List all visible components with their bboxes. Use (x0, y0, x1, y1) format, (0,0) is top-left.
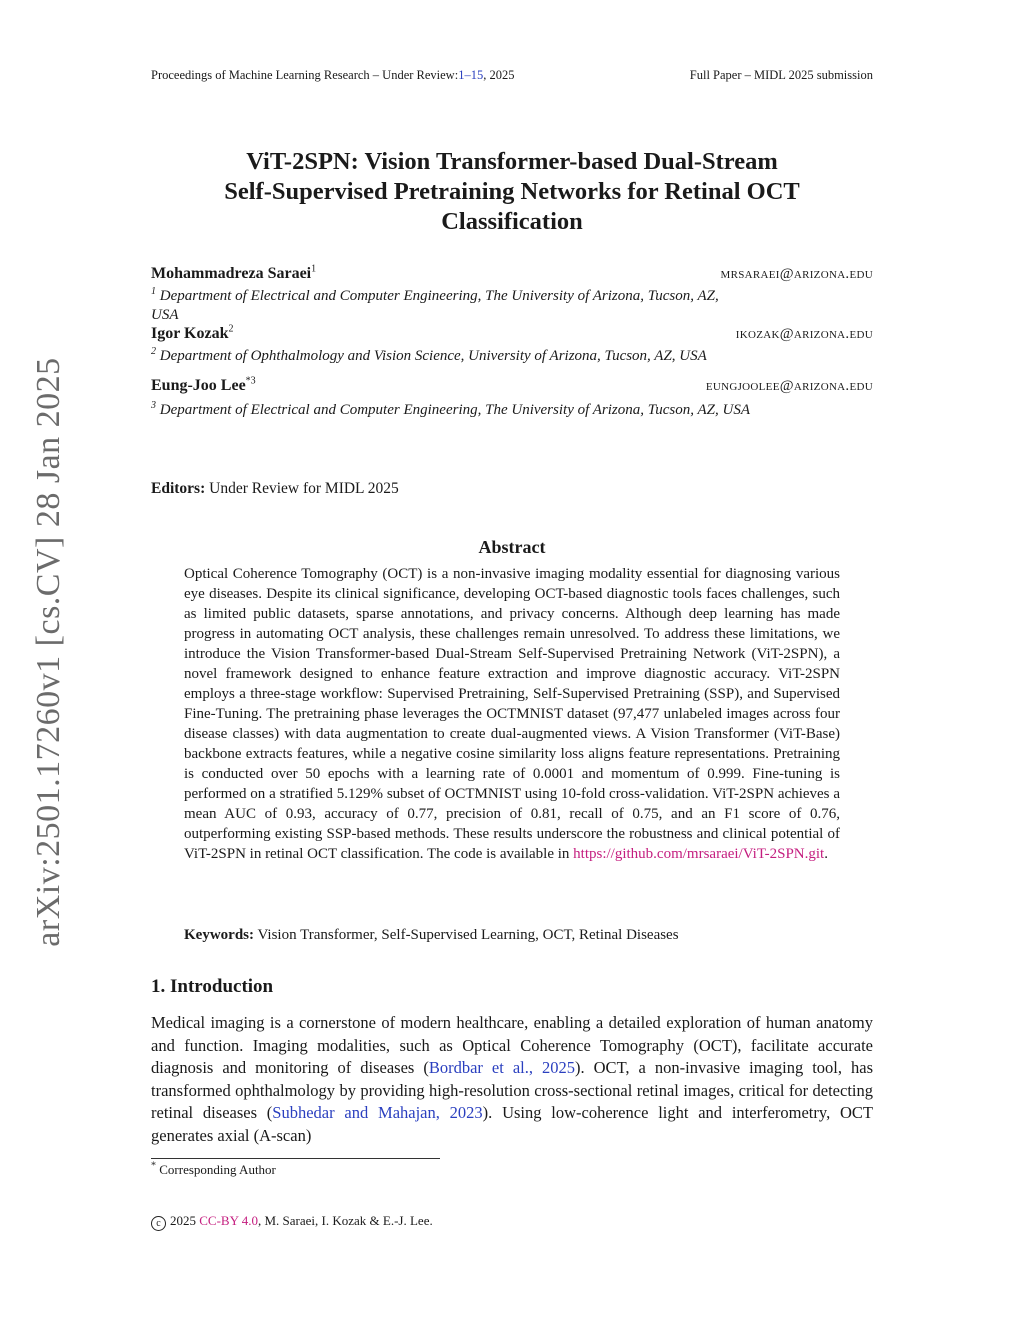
author-name: Igor Kozak (151, 325, 229, 342)
copyright-line: c 2025 CC-BY 4.0, M. Saraei, I. Kozak & E.-J. Lee. (151, 1213, 433, 1231)
code-link[interactable]: https://github.com/mrsaraei/ViT-2SPN.git (573, 846, 825, 862)
author-3: Eung-Joo Lee$^{*3}$ eungjoolee@arizona.edu (151, 375, 873, 394)
editors: Editors: Under Review for MIDL 2025 (151, 480, 399, 497)
footnote: * Corresponding Author (151, 1160, 276, 1177)
page-range-link[interactable]: 1–15 (458, 68, 484, 82)
section-heading-introduction: 1. Introduction (151, 976, 274, 997)
abstract-body: Optical Coherence Tomography (OCT) is a non-invasive imaging modality essential for diagnosing various eye diseases. Despite its clinical significance, developing OCT-based diagnostic tools faces challenges, such as limited public datasets, sparse annotations, and privacy concerns. Although deep learning has made progress in automating OCT analysis, these challenges remain unresolved. To address these limitations, we introduce the Vision Transformer-based Dual-Stream Self-Supervised Pretraining Network (ViT-2SPN), a novel framework designed to enhance feature extraction and improve diagnostic accuracy. ViT-2SPN employs a three-stage workflow: Supervised Pretraining, Self-Supervised Pretraining (SSP), and Supervised Fine-Tuning. The pretraining phase leverages the OCTMNIST dataset (97,477 unlabeled images across four disease classes) with data augmentation to create dual-augmented views. A Vision Transformer (ViT-Base) backbone extracts features, while a negative cosine similarity loss aligns feature representations. Pretraining is conducted over 50 epochs with a learning rate of 0.0001 and momentum of 0.999. Fine-tuning is performed on a stratified 5.129% subset of OCTMNIST using 10-fold cross-validation. ViT-2SPN achieves a mean AUC of 0.93, accuracy of 0.77, precision of 0.81, recall of 0.75, and an F1 score of 0.76, outperforming existing SSP-based methods. These results underscore the robustness and clinical potential of ViT-2SPN in retinal OCT classification. The code is available in https://github.com/mrsaraei/ViT-2SPN.git. (184, 566, 840, 862)
license-link[interactable]: CC-BY 4.0 (199, 1213, 258, 1228)
keywords: Keywords: Vision Transformer, Self-Supervised Learning, OCT, Retinal Diseases (184, 927, 679, 943)
copyright-icon: c (151, 1216, 166, 1231)
affiliation-3: $^3$ Department of Electrical and Computer Engineering, The University of Arizona, Tucson, AZ, USA (151, 400, 750, 418)
title-line-3: Classification (441, 208, 583, 235)
title-line-2: Self-Supervised Pretraining Networks for Retinal OCT (224, 178, 800, 205)
title-line-1: ViT-2SPN: Vision Transformer-based Dual-Stream (246, 148, 778, 175)
paper-title (151, 147, 873, 237)
citation-link[interactable]: Subhedar and Mahajan, 2023 (272, 1103, 483, 1123)
abstract-heading: Abstract (478, 537, 546, 557)
author-name: Eung-Joo Lee (151, 377, 246, 394)
citation-link[interactable]: Bordbar et al., 2025 (428, 1058, 576, 1078)
affiliation-2: $^2$ Department of Ophthalmology and Vision Science, University of Arizona, Tucson, AZ, USA (151, 346, 707, 364)
author-1: Mohammadreza Saraei$^1$ mrsaraei@arizona.edu (151, 263, 873, 282)
author-email[interactable]: eungjoolee@arizona.edu (705, 378, 873, 394)
running-header-left: Proceedings of Machine Learning Research – Under Review:1–15, 2025 (151, 68, 515, 82)
affiliation-1: $^1$ Department of Electrical and Computer Engineering, The University of Arizona, Tucson, AZ, USA (151, 286, 719, 323)
footnote-divider (151, 1158, 440, 1159)
author-email[interactable]: ikozak@arizona.edu (735, 326, 873, 342)
running-header-right: Full Paper – MIDL 2025 submission (689, 68, 873, 82)
author-name: Mohammadreza Saraei (151, 265, 312, 282)
arxiv-stamp: arXiv:2501.17260v1 [cs.CV] 28 Jan 2025 (30, 357, 67, 947)
author-2: Igor Kozak$^2$ ikozak@arizona.edu (151, 323, 873, 342)
author-email[interactable]: mrsaraei@arizona.edu (720, 266, 873, 282)
introduction-paragraph: Medical imaging is a cornerstone of modern healthcare, enabling a detailed exploration of human anatomy and function. Imaging modalities, such as Optical Coherence Tomography (OCT), facilitate accurate diagnosis and monitoring of diseases (Bordbar et al., 2025). OCT, a non-invasive imaging tool, has transformed ophthalmology by providing high-resolution cross-sectional retinal images, critical for detecting retinal diseases (Subhedar and Mahajan, 2023). Using low-coherence light and interferometry, OCT generates axial (A-scan) (151, 1013, 874, 1145)
